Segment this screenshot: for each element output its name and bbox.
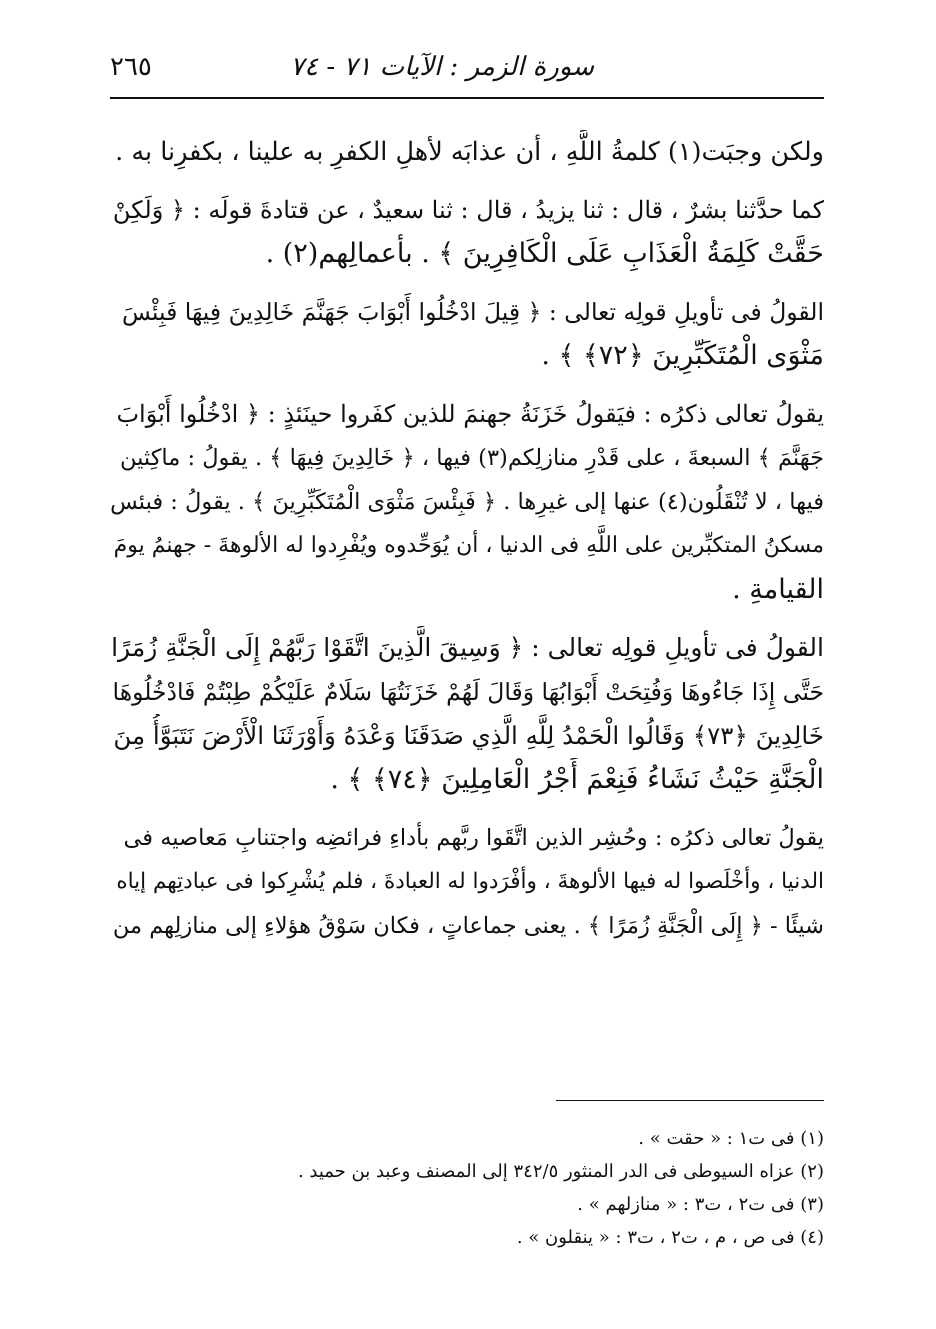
commentary-verse-72 (110, 392, 824, 612)
commentary-verse-73 (110, 816, 824, 948)
text-line: الدنيا ، وأخْلَصوا له فيها الألوهةَ ، وأفْرَدوا له العبادةَ ، فلم يُشْرِكوا فى عبادتِهم إياه (116, 869, 824, 894)
footnote-4: (٤) فى ص ، م ، ت٢ ، ت٣ : « ينقلون » . (516, 1227, 824, 1248)
text-line: كما حدَّثنا بشرٌ ، قال : ثنا يزيدُ ، قال : ثنا سعيدٌ ، عن قتادةَ قولَه : ﴿ وَلَكِنْ (112, 196, 824, 224)
footnote-3: (٣) فى ت٢ ، ت٣ : « منازلهم » . (577, 1194, 824, 1215)
page-number: ٢٦٥ (110, 52, 152, 82)
text-line: القولُ فى تأويلِ قولِه تعالى : ﴿ قِيلَ ادْخُلُوا أَبْوَابَ جَهَنَّمَ خَالِدِينَ فِيهَا فَبِئْسَ (121, 298, 824, 326)
text-line: فيها ، لا تُنْقَلُون(٤) عنها إلى غيرِها . ﴿ فَبِئْسَ مَثْوَى الْمُتَكَبِّرِينَ ﴾ . يقولُ : فبئس (110, 489, 824, 515)
text-line: يقولُ تعالى ذكرُه : وحُشِر الذين اتَّقَوا ربَّهم بأداءِ فرائضِه واجتنابِ مَعاصيه فى (123, 825, 824, 851)
text-line: جَهَنَّمَ ﴾ السبعةَ ، على قَدْرِ منازلِكم(٣) فيها ، ﴿ خَالِدِينَ فِيهَا ﴾ . يقولُ : ماكِثين (119, 445, 824, 471)
text-line: القولُ فى تأويلِ قولِه تعالى : ﴿ وَسِيقَ الَّذِينَ اتَّقَوْا رَبَّهُمْ إِلَى الْجَنَّةِ زُمَرًا (111, 633, 824, 662)
running-title: سورة الزمر : الآيات ٧١ - ٧٤ (290, 52, 594, 82)
text-line: ولكن وجبَت(١) كلمةُ اللَّهِ ، أن عذابَه لأهلِ الكفرِ به علينا ، بكفرِنا به . (115, 137, 824, 167)
footnotes (110, 1122, 824, 1254)
footnote-2: (٢) عزاه السيوطى فى الدر المنثور ٣٤٢/٥ إلى المصنف وعبد بن حميد . (297, 1161, 824, 1182)
paragraph-2 (110, 188, 824, 276)
footnote-1: (١) فى ت١ : « حقت » . (638, 1128, 824, 1149)
text-line: حَقَّتْ كَلِمَةُ الْعَذَابِ عَلَى الْكَافِرِينَ ﴾ . بأعمالِهم(٢) . (265, 238, 824, 269)
header-rule (110, 97, 824, 99)
text-line: حَتَّى إِذَا جَاءُوهَا وَفُتِحَتْ أَبْوَابُهَا وَقَالَ لَهُمْ خَزَنَتُهَا سَلَامٌ عَلَيْكُمْ طِبْتُمْ فَادْخُلُوهَا (112, 678, 824, 706)
text-line: خَالِدِينَ ﴿٧٣﴾ وَقَالُوا الْحَمْدُ لِلَّهِ الَّذِي صَدَقَنَا وَعْدَهُ وَأَوْرَثَنَا الْأَرْضَ نَتَبَوَّأُ مِنَ (113, 721, 824, 750)
text-line: القيامةِ . (732, 574, 824, 605)
main-text (110, 130, 824, 948)
section-heading-verses-73-74 (110, 626, 824, 802)
page-header (110, 48, 824, 98)
text-line: الْجَنَّةِ حَيْثُ نَشَاءُ فَنِعْمَ أَجْرُ الْعَامِلِينَ ﴿٧٤﴾ ﴾ . (330, 764, 824, 795)
footnote-rule (556, 1100, 824, 1101)
paragraph-1 (110, 130, 824, 174)
text-line: مَثْوَى الْمُتَكَبِّرِينَ ﴿٧٢﴾ ﴾ . (541, 340, 824, 371)
text-line: مسكنُ المتكبِّرين على اللَّهِ فى الدنيا ، أن يُوَحِّدوه ويُفْرِدوا له الألوهةَ - جهنمُ يومَ (113, 533, 824, 558)
text-line: يقولُ تعالى ذكرُه : فيَقولُ خَزَنَةُ جهنمَ للذين كفَروا حينَئذٍ : ﴿ ادْخُلُوا أَبْوَابَ (116, 400, 824, 428)
text-line: شيئًا - ﴿ إِلَى الْجَنَّةِ زُمَرًا ﴾ . يعنى جماعاتٍ ، فكان سَوْقُ هؤلاءِ إلى منازلِهم من (112, 913, 824, 939)
section-heading-verse-72 (110, 290, 824, 378)
